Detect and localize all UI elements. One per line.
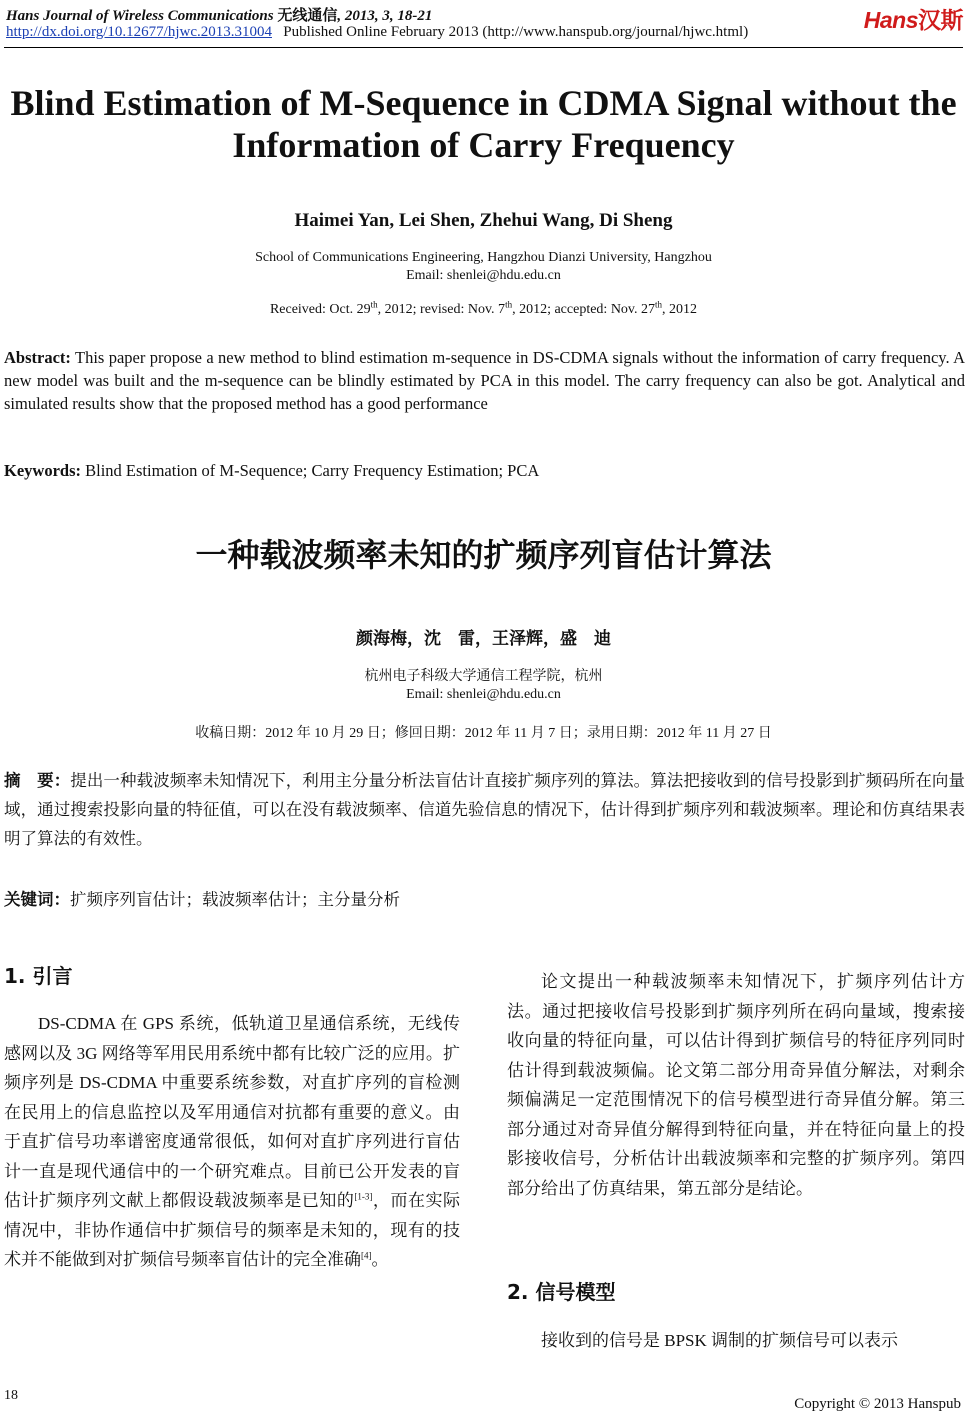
affiliation-en-text: School of Communications Engineering, Hangzhou Dianzi University, Hangzhou <box>255 250 712 265</box>
keywords-label-en: Keywords: <box>4 461 81 480</box>
hanspub-logo <box>864 2 963 35</box>
intro-text-a: DS-CDMA 在 GPS 系统，低轨道卫星通信系统，无线传感网以及 3G 网络等军用民用系统中都有比较广泛的应用。扩频序列是 DS-CDMA 中重要系统参数，对直扩序列的盲检测在民用上的信息监控以及军用通信对抗都有重要的意义。由于直扩信号功率谱密度通常很低，如何对直扩序列进行盲估计一直是现代通信中的一个研究难点。目前已公开发表的盲估计扩频序列文献上都假设载波频率是已知的 <box>4 1014 460 1210</box>
keywords-cn <box>4 886 400 910</box>
sup-th: th <box>370 299 378 310</box>
email-en: Email: shenlei@hdu.edu.cn <box>406 268 561 283</box>
authors-cn: 颜海梅，沈 雷，王泽辉，盛 迪 <box>356 629 611 648</box>
citation-1-3[interactable]: [1-3] <box>354 1191 373 1202</box>
keywords-text-en: Blind Estimation of M-Sequence; Carry Frequency Estimation; PCA <box>81 461 540 480</box>
logo-text-cn: 汉斯 <box>918 7 963 33</box>
affiliation-cn <box>0 668 967 704</box>
citation-4[interactable]: [4] <box>361 1250 372 1261</box>
logo-text: Hans <box>863 7 918 33</box>
abstract-text-en: This paper propose a new method to blind estimation m-sequence in DS-CDMA signals without the information of carry frequency. A new model was built and the m-sequence can be blindly estimated by PCA in this model. The carry frequency can also be got. Analytical and simulated results show that the proposed method has a good performance <box>4 348 965 413</box>
affiliation-cn-text: 杭州电子科级大学通信工程学院，杭州 <box>364 669 603 684</box>
doi-line <box>6 24 748 41</box>
sup-th: th <box>505 299 513 310</box>
signal-model-paragraph: 接收到的信号是 BPSK 调制的扩频信号可以表示 <box>541 1331 899 1350</box>
abstract-label-cn: 摘 要： <box>4 771 71 790</box>
volume-info: , 2013, 3, 18-21 <box>337 8 433 24</box>
section-heading-intro: 1. 引言 <box>4 964 73 988</box>
received-dates-cn: 收稿日期：2012 年 10 月 29 日；修回日期：2012 年 11 月 7 日；录用日期：2012 年 11 月 27 日 <box>195 726 772 741</box>
affiliation-en <box>0 249 967 285</box>
intro-text-b: ，而在实际情况中，非协作通信中扩频信号的频率是未知的，现有的技术并不能做到对扩频信号频率盲估计的完全准确 <box>4 1191 461 1269</box>
right-column-paragraph: 论文提出一种载波频率未知情况下，扩频序列估计方法。通过把接收信号投影到扩频序列所在码向量域，搜索接收向量的特征向量，可以估计得到扩频信号的特征序列同时估计得到载波频偏。论文第二部分用奇异值分解法，对剩余频偏满足一定范围情况下的信号模型进行奇异值分解。第三部分通过对奇异值分解得到特征向量，并在特征向量上的投影接收信号，分析估计出载波频率和完整的扩频序列。第四部分给出了仿真结果，第五部分是结论。 <box>507 972 965 1198</box>
email-cn: Email: shenlei@hdu.edu.cn <box>406 687 561 702</box>
paper-title-en: Blind Estimation of M-Sequence in CDMA Signal without the Information of Carry Frequency <box>10 83 957 165</box>
journal-name-cn: 无线通信 <box>277 8 338 24</box>
abstract-en <box>4 346 965 415</box>
copyright: Copyright © 2013 Hanspub <box>794 1396 961 1412</box>
abstract-text-cn: 提出一种载波频率未知情况下，利用主分量分析法盲估计直接扩频序列的算法。算法把接收到的信号投影到扩频码所在向量域，通过搜索投影向量的特征值，可以在没有载波频率、信道先验信息的情况下，估计得到扩频序列和载波频率。理论和仿真结果表明了算法的有效性。 <box>4 771 966 848</box>
doi-link[interactable]: http://dx.doi.org/10.12677/hjwc.2013.31004 <box>6 24 272 40</box>
received-en-p3: , 2012; accepted: Nov. 27 <box>512 302 656 317</box>
page-number: 18 <box>4 1388 18 1403</box>
keywords-en <box>4 461 539 481</box>
keywords-text-cn: 扩频序列盲估计；载波频率估计；主分量分析 <box>70 890 400 909</box>
keywords-label-cn: 关键词： <box>4 890 70 909</box>
abstract-label-en: Abstract: <box>4 348 71 367</box>
abstract-cn <box>4 766 965 853</box>
received-dates-en <box>0 299 967 318</box>
authors-en: Haimei Yan, Lei Shen, Zhehui Wang, Di Sheng <box>294 210 673 231</box>
journal-name: Hans Journal of Wireless Communications <box>6 8 274 24</box>
journal-header <box>6 4 432 25</box>
received-en-p2: , 2012; revised: Nov. 7 <box>377 302 506 317</box>
intro-text-c: 。 <box>371 1250 389 1269</box>
published-online: Published Online February 2013 (http://www.hanspub.org/journal/hjwc.html) <box>283 24 749 40</box>
sup-th: th <box>655 299 663 310</box>
header-divider <box>4 47 963 48</box>
paper-title-cn: 一种载波频率未知的扩频序列盲估计算法 <box>195 536 772 574</box>
section-heading-signal-model: 2. 信号模型 <box>507 1280 616 1304</box>
received-en-p4: , 2012 <box>662 302 698 317</box>
intro-paragraph <box>4 1009 460 1275</box>
received-en-p1: Received: Oct. 29 <box>269 302 371 317</box>
